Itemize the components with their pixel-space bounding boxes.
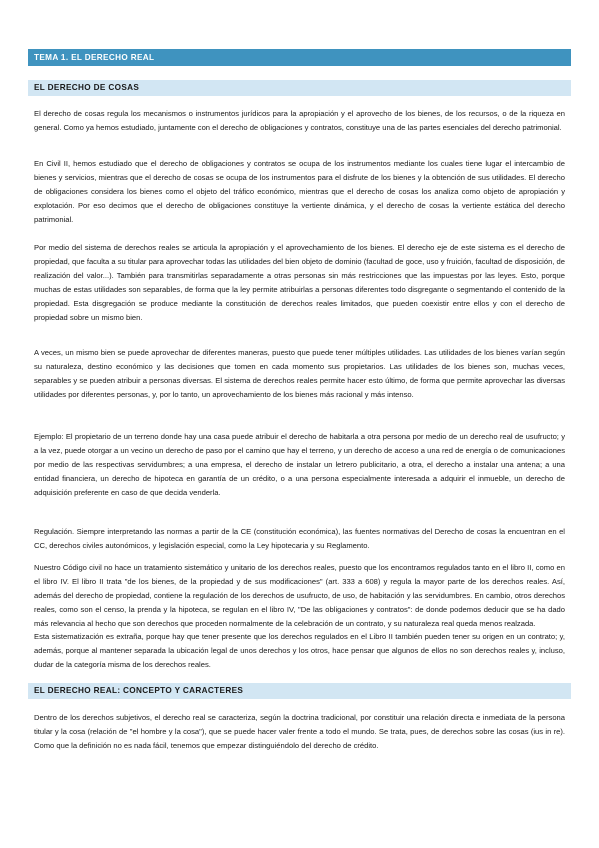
paragraph-regulacion: Regulación. Siempre interpretando las normas a partir de la CE (constitución económica), las fuentes normativas del Derecho de cosas la encuentran en el CC, derechos civiles autonómicos, y legislación especial, como la Ley hipotecaria y su Reglamento. — [34, 527, 565, 550]
paragraph-codigo-civil: Nuestro Código civil no hace un tratamiento sistemático y unitario de los derechos reales, puesto que los encontramos regulados tanto en el libro II, como en el libro IV. El libro II trata "de los bienes, de la propiedad y de sus modificaciones" (art. 333 a 608) y regula la mayor parte de los derechos reales. Así, además del derecho de propiedad, contiene la regulación de los derechos de usufructo, de uso, de habitación y las servidumbres. En cambio, otros derechos reales, como son el censo, la prenda y la hipoteca, se regulan en el libro IV, "De las obligaciones y contratos": de donde podemos deducir que se ha dado más relevancia al hecho que son derechos que proceden normalmente de la celebración de un contrato, y su naturaleza real queda menos realzada. — [34, 563, 565, 628]
paragraph-2: En Civil II, hemos estudiado que el derecho de obligaciones y contratos se ocupa de los instrumentos mediante los cuales tiene lugar el intercambio de bienes y servicios, mientras que el derecho de cosas se ocupa de los instrumentos para el disfrute de los bienes y la obtención de sus utilidades. El derecho de obligaciones considera los bienes como el objeto del tráfico económico, mientras que el derecho de cosas los analiza como objeto de apropiación y explotación. Por eso decimos que el derecho de obligaciones constituye la vertiente dinámica, y el derecho de cosas la vertiente estática del derecho patrimonial. — [34, 159, 565, 224]
section-heading-derecho-real: EL DERECHO REAL: CONCEPTO Y CARACTERES — [28, 683, 571, 699]
chapter-title: TEMA 1. EL DERECHO REAL — [28, 49, 571, 66]
paragraph-1: El derecho de cosas regula los mecanismos o instrumentos jurídicos para la apropiación y el aprovecho de los bienes, de los recursos, o de la riqueza en general. Como ya hemos estudiado, juntamente con el derecho de obligaciones y contratos, constituye una de las partes esenciales del derecho patrimonial. — [34, 109, 565, 132]
paragraph-derecho-real: Dentro de los derechos subjetivos, el derecho real se caracteriza, según la doctrina tradicional, por constituir una relación directa e inmediata de la persona titular y la cosa (relación de "el hombre y la cosa"), que se puede hacer valer frente a todo el mundo. Se trata, pues, de derechos sobre las cosas (ius in re). Como que la definición no es nada fácil, tenemos que empezar distinguiéndolo del derecho de crédito. — [34, 713, 565, 750]
paragraph-4: A veces, un mismo bien se puede aprovechar de diferentes maneras, puesto que puede tener múltiples utilidades. Las utilidades de los bienes varían según su naturaleza, destino económico y las decisiones que tomen en cada momento sus propietarios. Las utilidades de los bienes son, muchas veces, separables y se pueden atribuir a personas diversas. El sistema de derechos reales permite hacer esto último, de forma que permite aprovechar las diversas utilidades por diferentes personas, y, por lo tanto, un aprovechamiento de los bienes más racional y más intenso. — [34, 348, 565, 399]
paragraph-3: Por medio del sistema de derechos reales se articula la apropiación y el aprovechamiento de los bienes. El derecho eje de este sistema es el derecho de propiedad, que faculta a su titular para aprovechar todas las utilidades del bien objeto de dominio (facultad de goce, uso y fruición, facultad de disposición, de realización del valor...). También para transmitirlas separadamente a otras personas sin más restricciones que las impuestas por las leyes. Esto, porque muchas de estas utilidades son separables, de forma que la ley permite atribuirlas a personas diferentes todo disgregante o segmentando el contenido de la propiedad. Esta disgregación se produce mediante la constitución de derechos reales limitados, que pueden coexistir entre ellos y con el derecho de propiedad sobre un mismo bien. — [34, 243, 565, 322]
paragraph-example: Ejemplo: El propietario de un terreno donde hay una casa puede atribuir el derecho de habitarla a otra persona por medio de un derecho real de usufructo; y a la vez, puede otorgar a un vecino un derecho de paso por el camino que hay el terreno, y un derecho de acceso a una red de energía o de comunicaciones por medio de las respectivas servidumbres; a una empresa, el derecho de instalar un letrero publicitario, a otra, el derecho a instalar una antena; a una entidad financiera, un derecho de hipoteca en garantía de un crédito, o a una persona especialmente interesada a adquirir el inmueble, un derecho de adquisición preferente en caso de que decida venderla. — [34, 432, 565, 497]
section-heading-derecho-de-cosas: EL DERECHO DE COSAS — [28, 80, 571, 96]
paragraph-sistematizacion: Esta sistematización es extraña, porque hay que tener presente que los derechos regulados en el Libro II también pueden tener su origen en un contrato; y, además, porque al mantener separada la ubicación legal de unos derechos y los otros, hace pensar que algunos de ellos no son derechos reales y, incluso, dudar de la categoría misma de los derechos reales. — [34, 632, 565, 669]
